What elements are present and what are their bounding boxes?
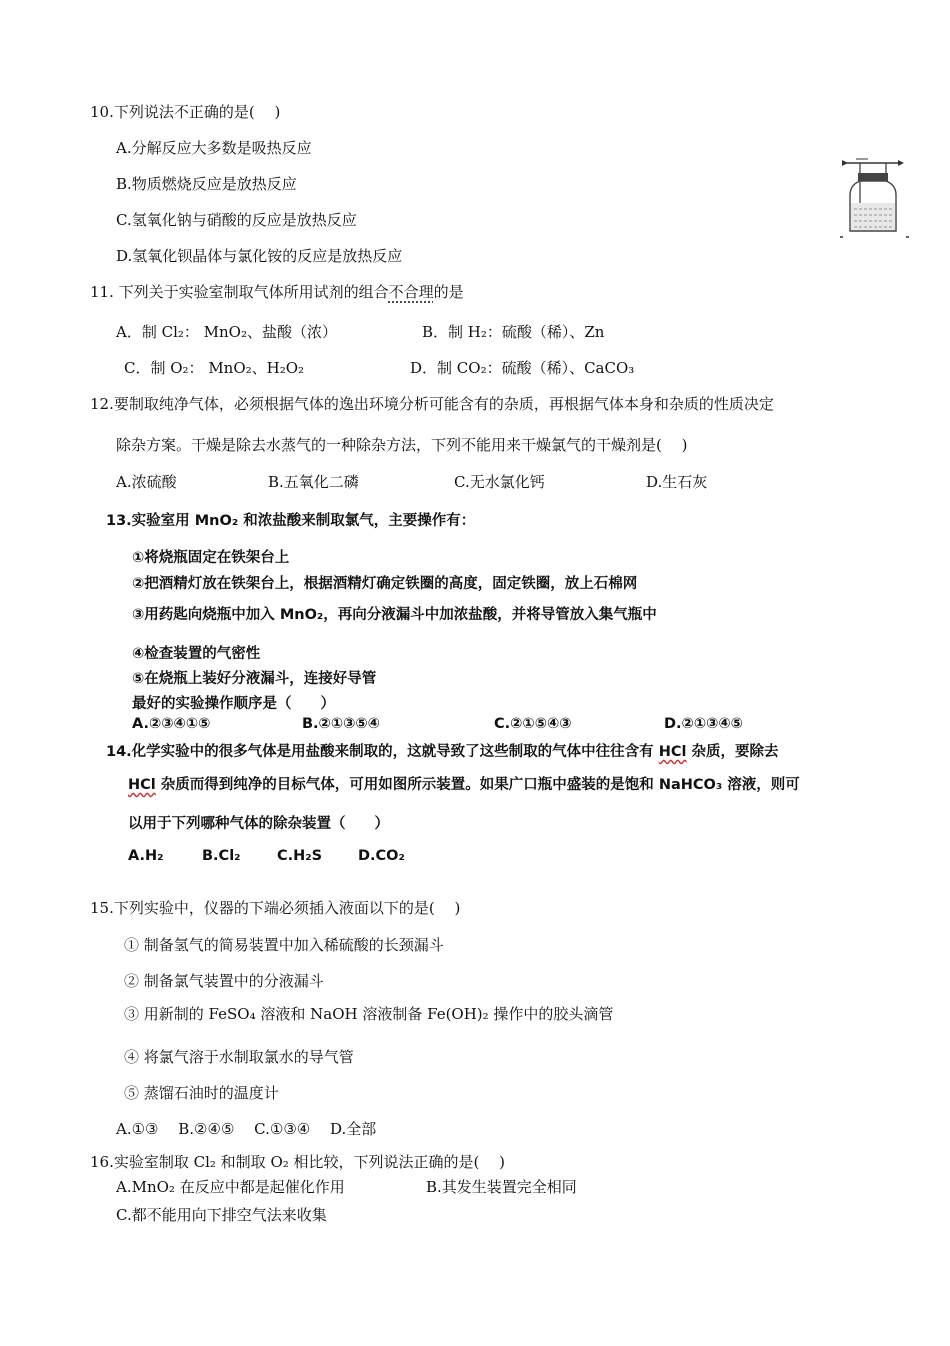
q15-item-5: ⑤ 蒸馏石油时的温度计 xyxy=(124,1084,279,1102)
q14-stem-line3: 以用于下列哪种气体的除杂装置（ ） xyxy=(128,816,389,832)
q16-option-a: A.MnO₂ 在反应中都是起催化作用 xyxy=(116,1178,345,1196)
q11-stem-pre: 11. 下列关于实验室制取气体所用试剂的组合 xyxy=(90,283,389,301)
q13-option-a: A.②③④①⑤ xyxy=(132,716,211,732)
q14-stem-line1-post: 杂质，要除去 xyxy=(686,744,779,760)
q15-item-1: ① 制备氢气的简易装置中加入稀硫酸的长颈漏斗 xyxy=(124,936,444,954)
q14-hcl-term-1: HCl xyxy=(658,744,687,760)
q14-stem-line1 xyxy=(106,740,779,761)
q14-option-c: C.H₂S xyxy=(277,848,323,864)
q12-stem-line2: 除杂方案。干燥是除去水蒸气的一种除杂方法，下列不能用来干燥氯气的干燥剂是( ) xyxy=(116,436,688,454)
q16-option-c: C.都不能用向下排空气法来收集 xyxy=(116,1206,327,1224)
gas-washing-bottle-figure xyxy=(838,155,912,241)
q15-options: A.①③ B.②④⑤ C.①③④ D.全部 xyxy=(116,1120,377,1138)
q15-item-4: ④ 将氯气溶于水制取氯水的导气管 xyxy=(124,1048,354,1066)
q13-step-3: ③用药匙向烧瓶中加入 MnO₂，再向分液漏斗中加浓盐酸，并将导管放入集气瓶中 xyxy=(132,607,657,623)
q11-stem xyxy=(90,281,464,302)
q15-item-2: ② 制备氯气装置中的分液漏斗 xyxy=(124,972,324,990)
q10-option-a: A.分解反应大多数是吸热反应 xyxy=(116,139,312,157)
q10-stem: 10.下列说法不正确的是( ) xyxy=(90,103,281,121)
q13-step-1: ①将烧瓶固定在铁架台上 xyxy=(132,550,290,566)
q11-stem-emphasis: 不合理 xyxy=(388,283,434,301)
q13-option-b: B.②①③⑤④ xyxy=(302,716,380,732)
q12-option-d: D.生石灰 xyxy=(646,473,708,491)
q16-stem: 16.实验室制取 Cl₂ 和制取 O₂ 相比较，下列说法正确的是( ) xyxy=(90,1153,505,1171)
q15-item-3: ③ 用新制的 FeSO₄ 溶液和 NaOH 溶液制备 Fe(OH)₂ 操作中的胶头滴管 xyxy=(124,1005,614,1023)
q14-option-a: A.H₂ xyxy=(128,848,164,864)
q14-hcl-term-2: HCl xyxy=(128,777,156,793)
q16-option-b: B.其发生装置完全相同 xyxy=(426,1178,577,1196)
q13-option-c: C.②①⑤④③ xyxy=(494,716,572,732)
q11-option-a: A．制 Cl₂： MnO₂、盐酸（浓） xyxy=(116,323,337,341)
q11-option-b: B．制 H₂：硫酸（稀）、Zn xyxy=(422,323,605,341)
q12-option-b: B.五氧化二磷 xyxy=(268,473,359,491)
q10-option-c: C.氢氧化钠与硝酸的反应是放热反应 xyxy=(116,211,357,229)
q11-option-c: C．制 O₂： MnO₂、H₂O₂ xyxy=(124,359,305,377)
q11-stem-post: 的是 xyxy=(433,283,464,301)
q13-stem: 13.实验室用 MnO₂ 和浓盐酸来制取氯气，主要操作有： xyxy=(106,513,476,529)
q10-option-b: B.物质燃烧反应是放热反应 xyxy=(116,175,297,193)
q13-option-d: D.②①③④⑤ xyxy=(664,716,743,732)
q12-stem-line1: 12.要制取纯净气体，必须根据气体的逸出环境分析可能含有的杂质，再根据气体本身和杂质的性质决定 xyxy=(90,395,774,413)
q14-stem-line1-pre: 14.化学实验中的很多气体是用盐酸来制取的，这就导致了这些制取的气体中往往含有 xyxy=(106,744,659,760)
q11-option-d: D．制 CO₂：硫酸（稀）、CaCO₃ xyxy=(410,359,635,377)
q12-option-c: C.无水氯化钙 xyxy=(454,473,545,491)
q14-stem-line2-post: 杂质而得到纯净的目标气体，可用如图所示装置。如果广口瓶中盛装的是饱和 NaHCO₃ 溶液，则可 xyxy=(155,777,800,793)
q13-ask: 最好的实验操作顺序是（ ） xyxy=(132,696,335,712)
q13-step-2: ②把酒精灯放在铁架台上，根据酒精灯确定铁圈的高度，固定铁圈，放上石棉网 xyxy=(132,576,638,592)
q14-stem-line2 xyxy=(128,773,800,794)
q10-option-d: D.氢氧化钡晶体与氯化铵的反应是放热反应 xyxy=(116,247,403,265)
q12-option-a: A.浓硫酸 xyxy=(116,473,177,491)
q13-step-5: ⑤在烧瓶上装好分液漏斗，连接好导管 xyxy=(132,671,377,687)
q13-step-4: ④检查装置的气密性 xyxy=(132,646,261,662)
q14-option-d: D.CO₂ xyxy=(358,848,405,864)
q15-stem: 15.下列实验中，仪器的下端必须插入液面以下的是( ) xyxy=(90,899,461,917)
q14-option-b: B.Cl₂ xyxy=(202,848,241,864)
